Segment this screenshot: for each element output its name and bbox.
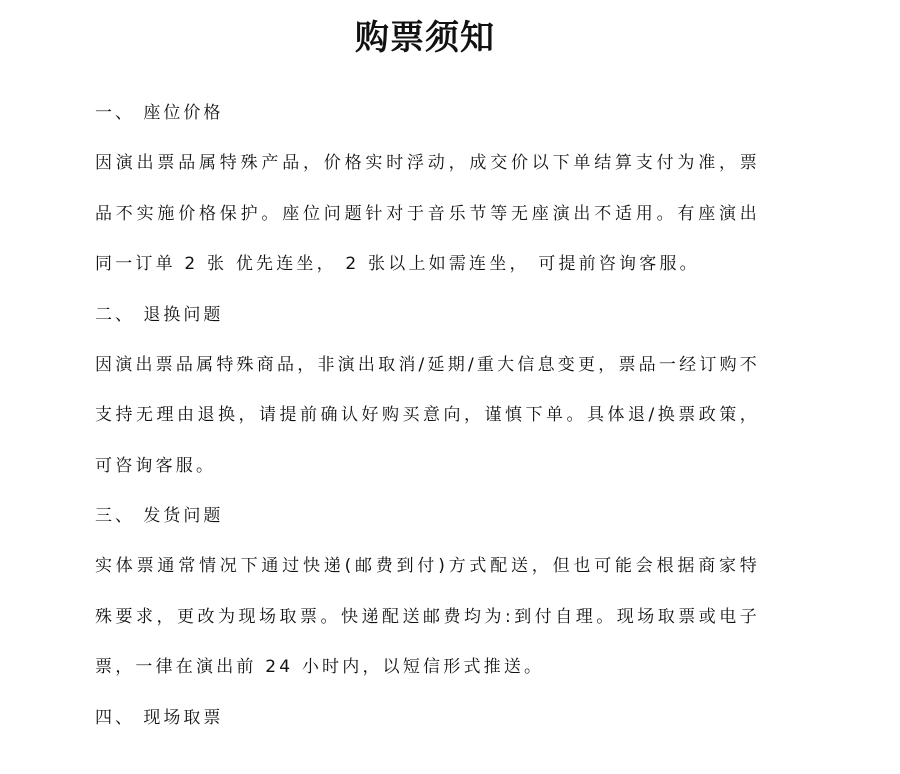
section-body: 实体票通常情况下通过快递(邮费到付)方式配送，但也可能会根据商家特殊要求，更改为现场取票。快递配送邮费均为:到付自理。现场取票或电子票，一律在演出前 24 小时内，以短信形式推送。 [95,556,760,677]
section-shipping [95,491,760,693]
section-seat-price [95,88,760,290]
document-content [95,88,760,743]
section-body: 因演出票品属特殊产品，价格实时浮动，成交价以下单结算支付为准，票品不实施价格保护。座位问题针对于音乐节等无座演出不适用。有座演出同一订单 2 张 优先连坐， 2 张以上如需连坐， 可提前咨询客服。 [95,153,760,274]
document-title: 购票须知 [355,18,495,58]
section-heading: 二、 退换问题 [95,304,224,325]
section-body: 因演出票品属特殊商品，非演出取消/延期/重大信息变更，票品一经订购不支持无理由退换，请提前确认好购买意向，谨慎下单。具体退/换票政策，可咨询客服。 [95,354,760,476]
section-heading: 四、 现场取票 [95,707,224,728]
section-refund-exchange [95,290,760,492]
section-onsite-pickup [95,693,760,743]
section-heading: 三、 发货问题 [95,506,224,526]
section-heading: 一、 座位价格 [95,103,224,123]
